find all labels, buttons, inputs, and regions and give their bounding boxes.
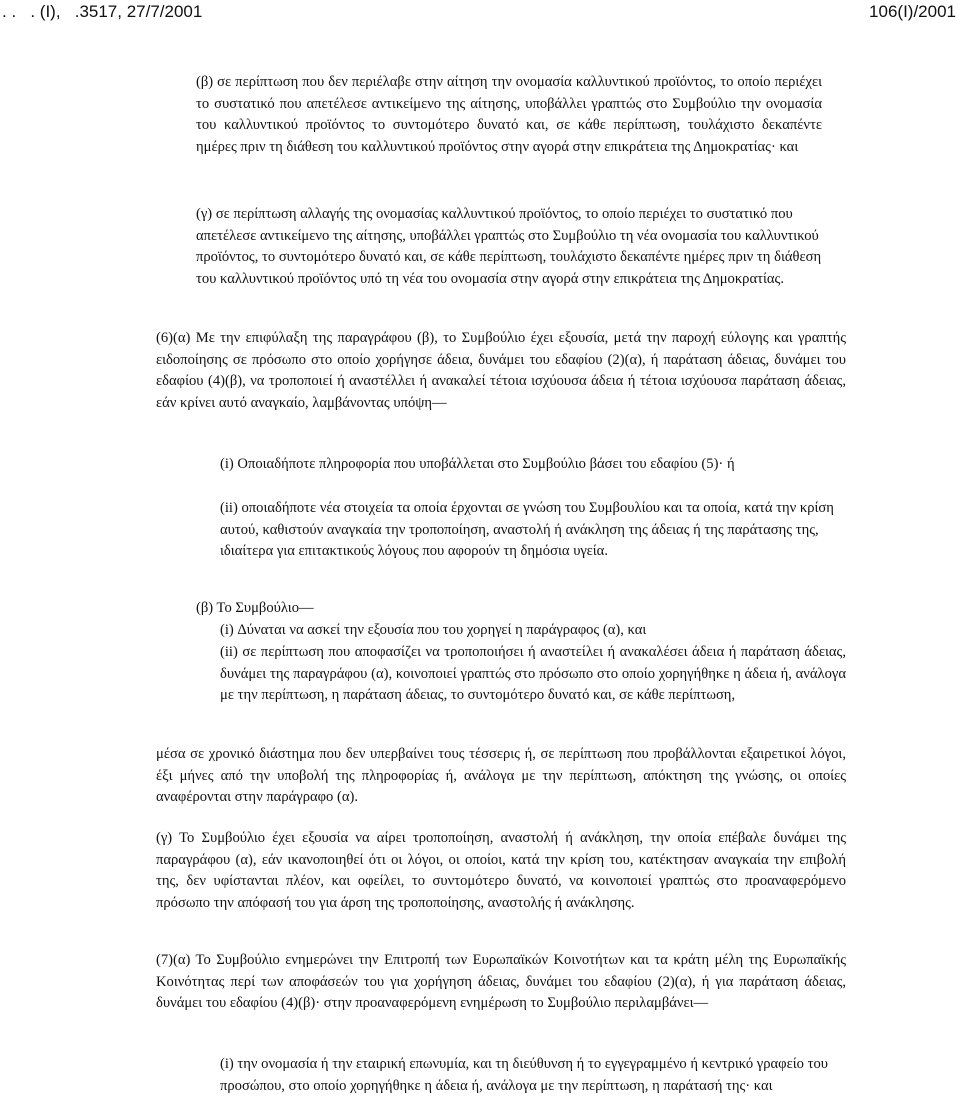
header-law-number: 106(Ι)/2001 [869,2,956,21]
subparagraph-ii-notify-decision: (ii) σε περίπτωση που αποφασίζει να τροποποιήσει ή αναστείλει ή ανακαλέσει άδεια ή παράταση άδειας, δυνάμει της παραγράφου (α), κοινοποιεί γραπτώς στο πρόσωπο στο οποίο χορηγήθηκε η άδεια ή, ανάλογα με την περίπτωση, η παράταση άδειας, το συντομότερο δυνατό και, σε κάθε περίπτωση, [220,644,846,704]
paragraph-gamma-name-change: (γ) σε περίπτωση αλλαγής της ονομασίας καλλυντικού προϊόντος, το οποίο περιέχει το συστατικό που απετέλεσε αντικείμενο της αίτησης, υποβάλλει γραπτώς στο Συμβούλιο τη νέα ονομασία του καλλυντικού προϊόντος, το συντομότερο δυνατό και, σε κάθε περίπτωση, τουλάχιστο δεκαπέντε ημέρες πριν τη διάθεση του καλλυντικού προϊόντος υπό τη νέα του ονομασία στην αγορά στην επικράτεια της Δημοκρατίας. [196,206,822,287]
paragraph-6c-lift-amendment: (γ) Το Συμβούλιο έχει εξουσία να αίρει τροποποίηση, αναστολή ή ανάκληση, την οποία επέβαλε δυνάμει της παραγράφου (α), εάν ικανοποιηθεί ότι οι λόγοι, οι οποίοι, κατά την κρίση του, κατέκτησαν αναγκαία την επιβολή της, δεν υφίστανται πλέον, και οφείλει, το συντομότερο δυνατό, να κοινοποιεί γραπτώς στο προαναφερόμενο πρόσωπο την απόφασή του για άρση της τροποποίησης, αναστολής ή ανάκλησης. [156,830,846,911]
subparagraph-i-information: (i) Οποιαδήποτε πληροφορία που υποβάλλεται στο Συμβούλιο βάσει του εδαφίου (5)· ή [220,456,735,472]
paragraph-beta-name-submission: (β) σε περίπτωση που δεν περιέλαβε στην αίτηση την ονομασία καλλυντικού προϊόντος, το οποίο περιέχει το συστατικό που απετέλεσε αντικείμενο της αίτησης, υποβάλλει γραπτώς στο Συμβούλιο την ονομασία του καλλυντικού προϊόντος το συντομότερο δυνατό και, σε κάθε περίπτωση, τουλάχιστο δεκαπέντε ημέρες πριν τη διάθεση του καλλυντικού προϊόντος στην αγορά στην επικράτεια της Δημοκρατίας· και [196,74,822,155]
subparagraph-i-name-address: (i) την ονομασία ή την εταιρική επωνυμία, και τη διεύθυνση ή το εγγεγραμμένο ή κεντρικό γραφείο του προσώπου, στο οποίο χορηγήθηκε η άδεια ή, ανάλογα με την περίπτωση, η παράτασή της· και [220,1056,828,1094]
paragraph-7a-inform-commission: (7)(α) Το Συμβούλιο ενημερώνει την Επιτροπή των Ευρωπαϊκών Κοινοτήτων και τα κράτη μέλη της Ευρωπαϊκής Κοινότητας περί των αποφάσεών του για χορήγηση άδειας, δυνάμει του εδαφίου (2)(α), ή για παράταση άδειας, δυνάμει του εδαφίου (4)(β)· στην προαναφερόμενη ενημέρωση το Συμβούλιο περιλαμβάνει— [156,952,846,1012]
subparagraph-ii-new-evidence: (ii) οποιαδήποτε νέα στοιχεία τα οποία έρχονται σε γνώση του Συμβουλίου και τα οποία, κατά την κρίση αυτού, καθιστούν αναγκαία την τροποποίηση, αναστολή ή ανάκληση της άδειας ή της παράτασης της, ιδιαίτερα για επιτακτικούς λόγους που αφορούν τη δημόσια υγεία. [220,500,834,560]
page-header [0,0,960,24]
subparagraph-i-may-exercise: (i) Δύναται να ασκεί την εξουσία που του χορηγεί η παράγραφος (α), και [220,622,647,638]
header-gazette-reference: . . . (Ι), .3517, 27/7/2001 [2,2,203,21]
paragraph-time-limit: μέσα σε χρονικό διάστημα που δεν υπερβαίνει τους τέσσερις ή, σε περίπτωση που προβάλλονται εξαιρετικοί λόγοι, έξι μήνες από την υποβολή της πληροφορίας ή, ανάλογα με την περίπτωση, απόκτηση της γνώσης, οι οποίες αναφέρονται στην παράγραφο (α). [156,746,846,806]
paragraph-6a-amend-licence: (6)(α) Με την επιφύλαξη της παραγράφου (β), το Συμβούλιο έχει εξουσία, μετά την παροχή εύλογης και γραπτής ειδοποίησης σε πρόσωπο στο οποίο χορήγησε άδεια, δυνάμει του εδαφίου (2)(α), ή παράταση άδειας, δυνάμει του εδαφίου (4)(β), να τροποποιεί ή αναστέλλει ή ανακαλεί τέτοια ισχύουσα άδεια ή τέτοια ισχύουσα παράταση άδειας, εάν κρίνει αυτό αναγκαίο, λαμβάνοντας υπόψη— [156,330,846,411]
paragraph-6b-council: (β) Το Συμβούλιο— [196,600,314,616]
